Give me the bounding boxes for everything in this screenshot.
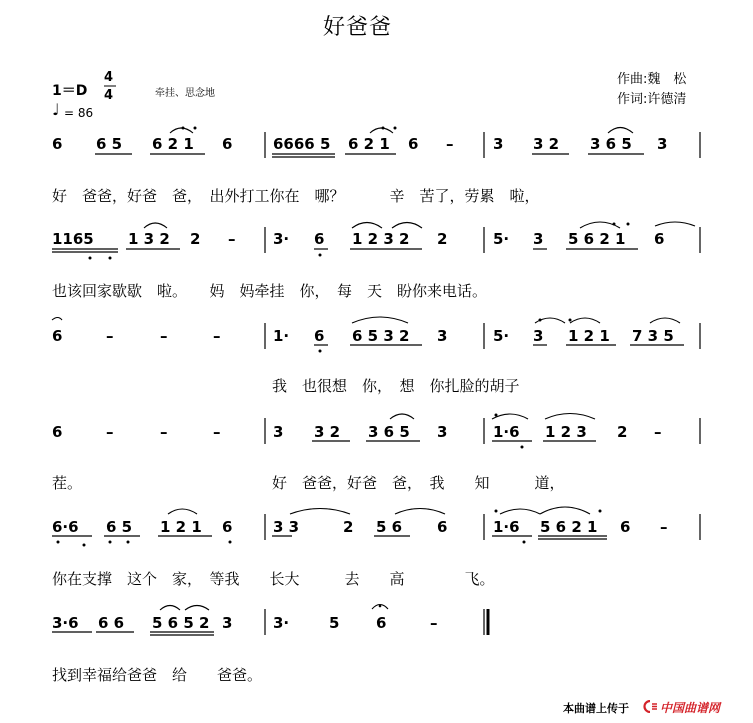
note: – bbox=[106, 327, 114, 345]
note: – bbox=[654, 423, 662, 441]
song-title: 好爸爸 bbox=[323, 15, 393, 40]
footer-upload-note: 本曲谱上传于 bbox=[563, 702, 629, 715]
note: 1 2 3 bbox=[545, 423, 587, 441]
note: 3 bbox=[533, 327, 544, 345]
tempo-marking: = 86 bbox=[64, 106, 94, 120]
note: 5 6 5 2 bbox=[152, 614, 210, 632]
note: 6 bbox=[314, 230, 325, 248]
note: 5 bbox=[329, 614, 340, 632]
note: 3· bbox=[273, 230, 290, 248]
note: 3·6 bbox=[52, 614, 79, 632]
note: 6 bbox=[52, 423, 63, 441]
note: – bbox=[660, 518, 668, 536]
note: – bbox=[213, 327, 221, 345]
note: 6 bbox=[222, 518, 233, 536]
note: 6 bbox=[408, 135, 419, 153]
quarter-note-icon: ♩ bbox=[52, 100, 60, 119]
note: 3 bbox=[657, 135, 668, 153]
note: 5 6 2 1 bbox=[568, 230, 626, 248]
time-signature-bottom: 4 bbox=[104, 88, 114, 103]
note: – bbox=[228, 230, 236, 248]
note: 3 bbox=[437, 327, 448, 345]
lyric-line: 好 爸爸，好爸 爸， 出外打工你在 哪？ 辛 苦了，劳累 啦， bbox=[52, 187, 540, 205]
note: 6·6 bbox=[52, 518, 79, 536]
time-signature-top: 4 bbox=[104, 70, 114, 85]
lyric-line: 好 爸爸，好爸 爸， 我 知 道， bbox=[272, 474, 565, 492]
note: 6 bbox=[376, 614, 387, 632]
note: 5· bbox=[493, 327, 510, 345]
key-signature: 1＝D bbox=[52, 83, 88, 99]
lyric-line: 我 也很想 你， 想 你扎脸的胡子 bbox=[272, 377, 520, 395]
note: 1 3 2 bbox=[128, 230, 170, 248]
note: 6 2 1 bbox=[348, 135, 390, 153]
note: – bbox=[213, 423, 221, 441]
note: – bbox=[160, 423, 168, 441]
note: 3· bbox=[273, 614, 290, 632]
note: 1165 bbox=[52, 230, 94, 248]
note: 1·6 bbox=[493, 518, 520, 536]
note: 1·6 bbox=[493, 423, 520, 441]
note: 5· bbox=[493, 230, 510, 248]
note: 2 bbox=[343, 518, 354, 536]
note: – bbox=[160, 327, 168, 345]
note: 3 bbox=[437, 423, 448, 441]
note: 3 6 5 bbox=[368, 423, 410, 441]
note: 6666 5 bbox=[273, 135, 331, 153]
note: 1 2 1 bbox=[568, 327, 610, 345]
note: 6 2 1 bbox=[152, 135, 194, 153]
note: 3 6 5 bbox=[590, 135, 632, 153]
expression-marking: 牵挂、思念地 bbox=[155, 88, 215, 99]
lyricist-credit: 作词:许德清 bbox=[617, 92, 687, 107]
site-brand-name: 中国曲谱网 bbox=[660, 701, 721, 715]
lyric-line: 找到幸福给爸爸 给 爸爸。 bbox=[52, 666, 263, 684]
note: 3 bbox=[493, 135, 504, 153]
note: 6 bbox=[620, 518, 631, 536]
note: 2 bbox=[190, 230, 201, 248]
note: 6 bbox=[437, 518, 448, 536]
note: 3 bbox=[533, 230, 544, 248]
note: 6 bbox=[52, 327, 63, 345]
note: 6 bbox=[52, 135, 63, 153]
note: 3 2 bbox=[314, 423, 341, 441]
note: 6 6 bbox=[98, 614, 125, 632]
note: 1 2 1 bbox=[160, 518, 202, 536]
note: – bbox=[446, 135, 454, 153]
note: 3 2 bbox=[533, 135, 560, 153]
lyric-line: 茬。 bbox=[52, 474, 83, 492]
note: 2 bbox=[617, 423, 628, 441]
note: 3 bbox=[273, 423, 284, 441]
note: 1· bbox=[273, 327, 290, 345]
note: 2 bbox=[437, 230, 448, 248]
note: 3 3 bbox=[273, 518, 300, 536]
lyric-line: 也该回家歇歇 啦。 妈 妈牵挂 你， 每 天 盼你来电话。 bbox=[52, 282, 488, 300]
composer-credit: 作曲:魏 松 bbox=[617, 72, 687, 87]
note: 5 6 2 1 bbox=[540, 518, 598, 536]
note: 6 bbox=[654, 230, 665, 248]
note: 3 bbox=[222, 614, 233, 632]
note: – bbox=[430, 614, 438, 632]
note: 6 5 3 2 bbox=[352, 327, 410, 345]
note: 6 bbox=[222, 135, 233, 153]
note: 6 bbox=[314, 327, 325, 345]
note: – bbox=[106, 423, 114, 441]
note: 6 5 bbox=[106, 518, 133, 536]
note: 7 3 5 bbox=[632, 327, 674, 345]
note: 6 5 bbox=[96, 135, 123, 153]
note: 5 6 bbox=[376, 518, 403, 536]
note: 1 2 3 2 bbox=[352, 230, 410, 248]
lyric-line: 你在支撑 这个 家， 等我 长大 去 高 飞。 bbox=[52, 570, 495, 588]
